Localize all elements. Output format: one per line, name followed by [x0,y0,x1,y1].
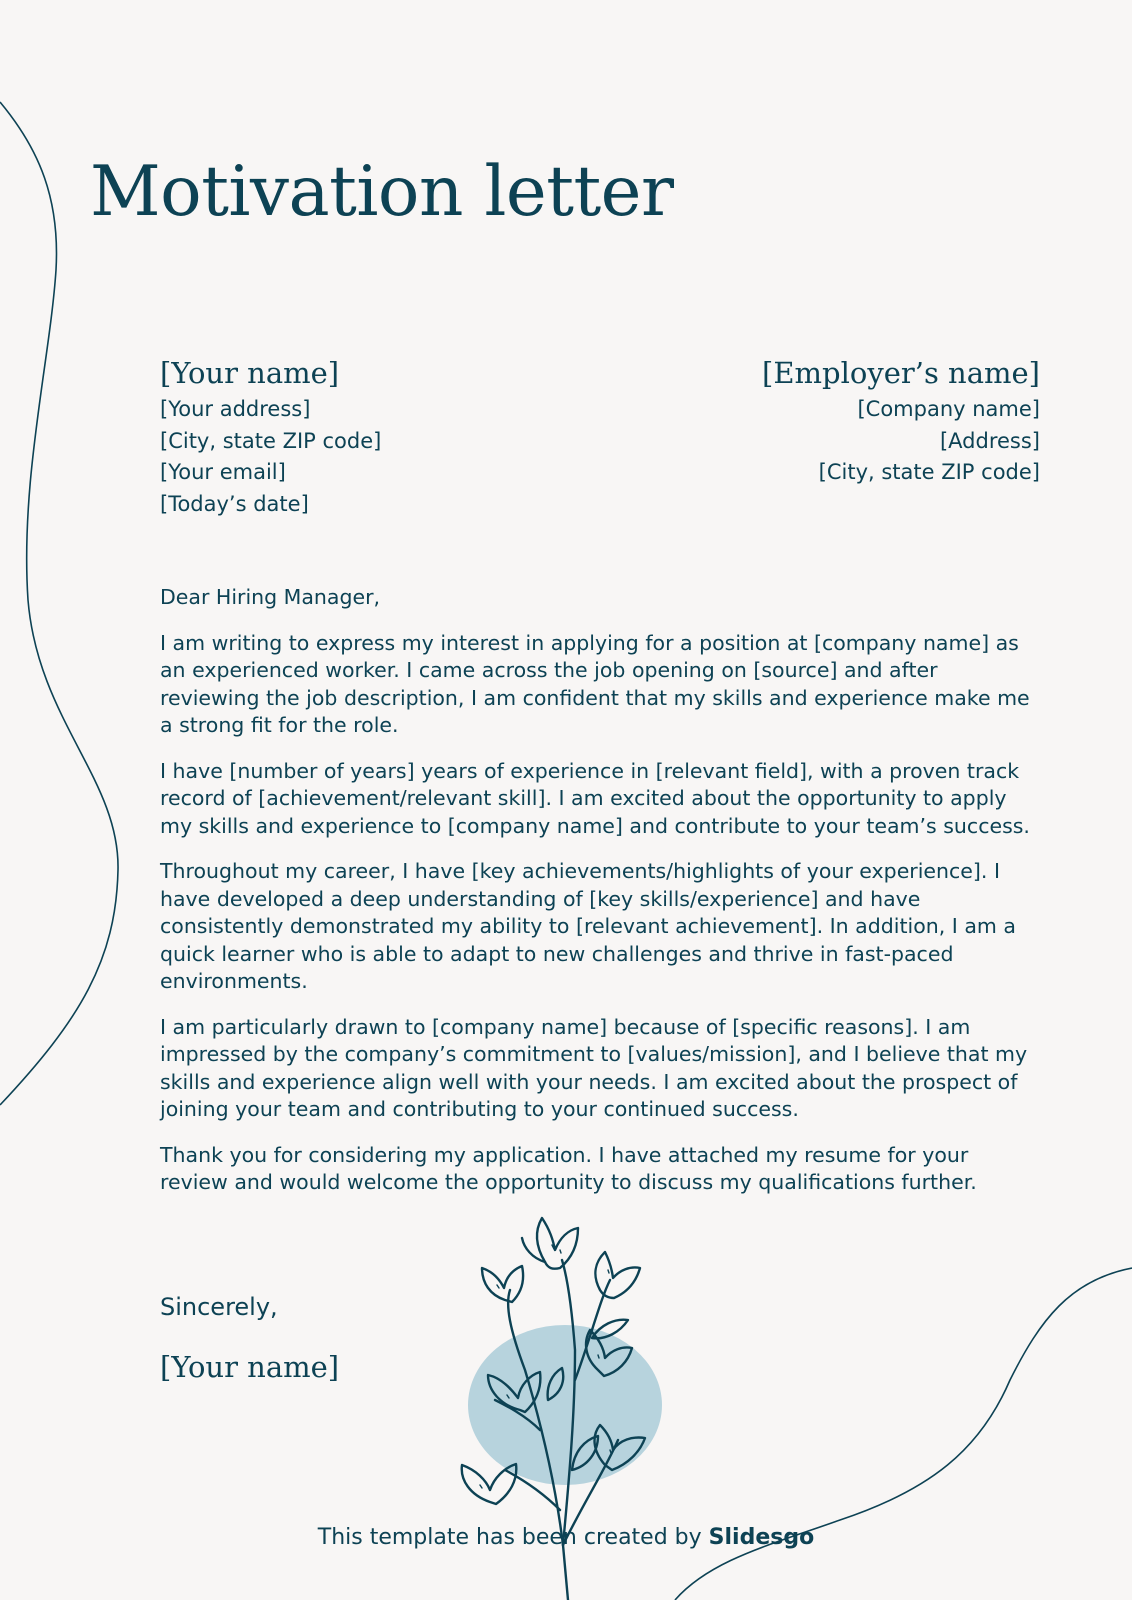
closing: Sincerely, [160,1293,278,1321]
template-credit [0,1525,1132,1550]
right-curve-line [675,1268,1132,1600]
page-title: Motivation letter [90,152,674,232]
sender-address: [Your address] [160,397,311,421]
signature-name: [Your name] [160,1350,340,1384]
paragraph-experience: I have [number of years] years of experience in [relevant field], with a proven track record of [achievement/relevant skill]. I am excited about the opportunity to apply my skills and experience to [company name] and contribute to your team’s success. [160,758,1030,838]
letter-body [160,584,1040,1215]
paragraph-intro: I am writing to express my interest in applying for a position at [company name] as an experienced worker. I came across the job opening on [source] and after reviewing the job description, I am confident that my skills and experience make me a strong fit for the role. [160,630,1030,737]
recipient-name: [Employer’s name] [762,356,1040,390]
recipient-city: [City, state ZIP code] [818,460,1040,484]
sender-block [160,354,580,520]
recipient-company: [Company name] [857,397,1040,421]
sender-city: [City, state ZIP code] [160,428,382,453]
salutation: Dear Hiring Manager, [160,585,381,609]
left-curve-line [0,102,118,1105]
paragraph-motivation: I am particularly drawn to [company name] because of [specific reasons]. I am impressed by the company’s commitment to [values/mission], and I believe that my skills and experience align well with your needs. I am excited about the prospect of joining your team and contributing to your continued success. [160,1014,1028,1121]
recipient-address: [Address] [939,428,1040,453]
paragraph-career: Throughout my career, I have [key achievements/highlights of your experience]. I have developed a deep understanding of [key skills/experience] and have consistently demonstrated my ability to [relevant achievement]. In addition, I am a quick learner who is able to adapt to new challenges and thrive in fast-paced environments. [160,859,1016,993]
sender-date: [Today’s date] [160,491,309,516]
credit-text: This template has been created by [317,1525,709,1550]
sender-email: [Your email] [160,460,286,484]
recipient-block [620,354,1040,489]
credit-brand-link[interactable]: Slidesgo [708,1525,815,1550]
sender-name: [Your name] [160,356,340,390]
paragraph-thanks: Thank you for considering my application. I have attached my resume for your review and would welcome the opportunity to discuss my qualifications further. [160,1142,977,1194]
